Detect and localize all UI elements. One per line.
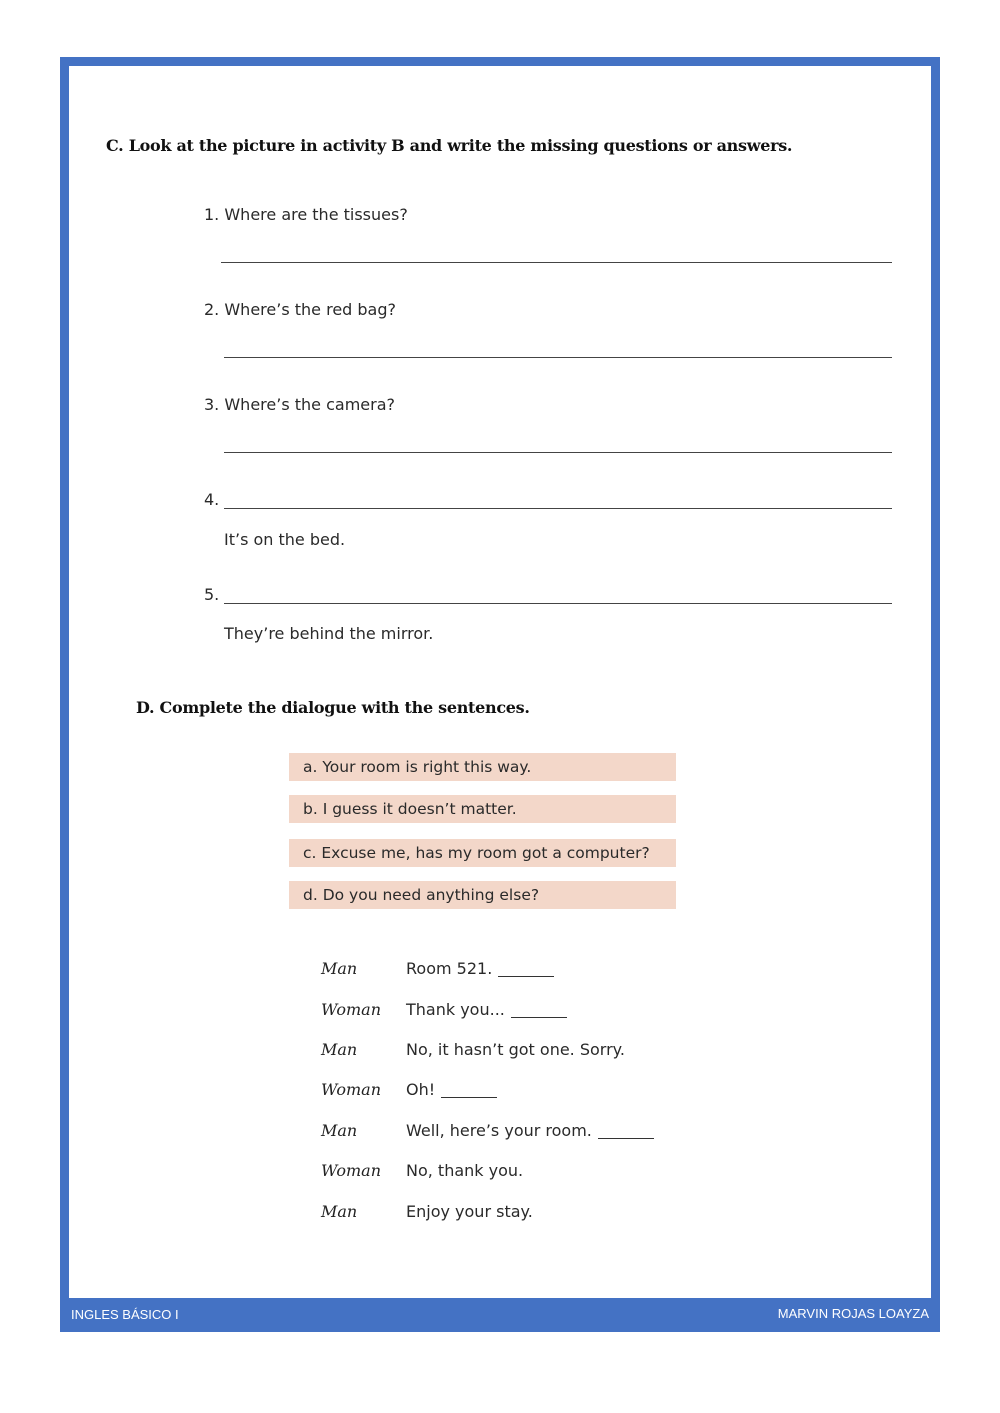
dialogue-line <box>406 1080 497 1099</box>
dialogue-line <box>406 959 554 978</box>
question-2 <box>204 300 396 319</box>
dialogue-blank[interactable] <box>498 976 554 977</box>
dialogue-speaker: Woman <box>321 1000 382 1019</box>
answer-4-text: It’s on the bed. <box>224 530 346 549</box>
dialogue-speaker: Woman <box>321 1080 382 1099</box>
dialogue-text: Thank you... <box>406 1000 505 1019</box>
question-2-number: 2. <box>204 300 220 319</box>
dialogue-text: No, it hasn’t got one. Sorry. <box>406 1040 625 1059</box>
footer-bar <box>60 1298 940 1332</box>
dialogue-text: Well, here’s your room. <box>406 1121 592 1140</box>
dialogue-line <box>406 1040 625 1059</box>
footer-course: INGLES BÁSICO I <box>71 1307 179 1322</box>
answer-line-1[interactable] <box>221 262 892 263</box>
question-1-number: 1. <box>204 205 220 224</box>
dialogue-line <box>406 1000 567 1019</box>
question-1-text: Where are the tissues? <box>224 205 408 224</box>
question-3-text: Where’s the camera? <box>224 395 395 414</box>
question-1 <box>204 205 408 224</box>
dialogue-line <box>406 1161 523 1180</box>
dialogue-speaker: Woman <box>321 1161 382 1180</box>
dialogue-speaker: Man <box>321 1121 358 1140</box>
dialogue-blank[interactable] <box>598 1138 654 1139</box>
question-2-text: Where’s the red bag? <box>224 300 397 319</box>
dialogue-speaker: Man <box>321 1202 358 1221</box>
option-d: d. Do you need anything else? <box>289 881 676 909</box>
dialogue-text: Oh! <box>406 1080 436 1099</box>
question-4-number: 4. <box>204 490 220 509</box>
option-c: c. Excuse me, has my room got a computer? <box>289 839 676 867</box>
dialogue-text: Enjoy your stay. <box>406 1202 533 1221</box>
option-b: b. I guess it doesn’t matter. <box>289 795 676 823</box>
question-line-4[interactable] <box>224 508 892 509</box>
dialogue-text: No, thank you. <box>406 1161 524 1180</box>
question-3-number: 3. <box>204 395 220 414</box>
answer-5-text: They’re behind the mirror. <box>224 624 434 643</box>
section-c-title: C. Look at the picture in activity B and write the missing questions or answers. <box>106 136 793 155</box>
question-line-5[interactable] <box>224 603 892 604</box>
page-frame <box>60 57 940 1332</box>
dialogue-text: Room 521. <box>406 959 493 978</box>
option-a: a. Your room is right this way. <box>289 753 676 781</box>
dialogue-blank[interactable] <box>441 1097 497 1098</box>
footer-author: MARVIN ROJAS LOAYZA <box>777 1306 929 1321</box>
dialogue-blank[interactable] <box>511 1017 567 1018</box>
dialogue-speaker: Man <box>321 1040 358 1059</box>
answer-line-2[interactable] <box>224 357 892 358</box>
answer-line-3[interactable] <box>224 452 892 453</box>
section-d-title: D. Complete the dialogue with the sentences. <box>136 698 530 717</box>
dialogue-line <box>406 1121 654 1140</box>
question-5-number: 5. <box>204 585 220 604</box>
dialogue-speaker: Man <box>321 959 358 978</box>
dialogue-line <box>406 1202 533 1221</box>
question-3 <box>204 395 395 414</box>
